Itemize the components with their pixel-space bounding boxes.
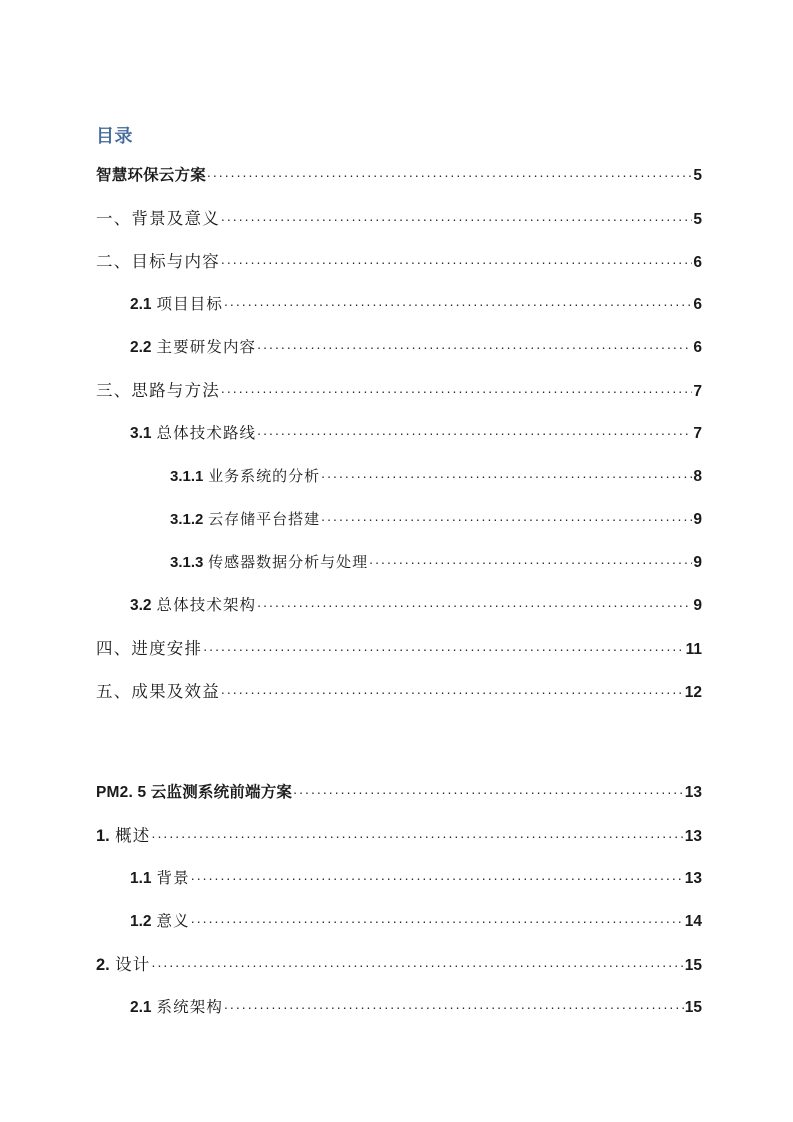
toc-dot-leader xyxy=(293,783,684,797)
toc-entry-number: 3.2 xyxy=(130,597,152,614)
toc-entry-label xyxy=(96,826,151,846)
toc-entry-number: 2.1 xyxy=(130,999,152,1016)
toc-page-number: 15 xyxy=(684,999,702,1016)
toc-entry-label xyxy=(130,998,223,1018)
toc-page-number: 13 xyxy=(684,870,702,887)
toc-page-number: 6 xyxy=(693,296,702,313)
toc-section-gap xyxy=(96,725,702,783)
toc-entry-label xyxy=(130,295,223,315)
toc-entry-number: 2.2 xyxy=(130,339,152,356)
toc-page-number: 12 xyxy=(684,684,702,701)
toc-dot-leader xyxy=(221,683,684,697)
toc-entry-title: 总体技术架构 xyxy=(156,597,257,614)
toc-entry-label: 二、目标与内容 xyxy=(96,252,220,271)
toc-entry[interactable] xyxy=(96,783,702,826)
toc-entry-label xyxy=(170,467,320,487)
toc-page-number: 9 xyxy=(693,554,702,571)
toc-entry-number: 3.1.3 xyxy=(170,554,204,571)
toc-dot-leader xyxy=(152,827,684,841)
toc-entry-label: 三、思路与方法 xyxy=(96,381,220,400)
toc-dot-leader xyxy=(191,912,684,926)
toc-dot-leader xyxy=(203,640,684,654)
toc-entry[interactable] xyxy=(96,295,702,338)
toc-entry[interactable] xyxy=(96,510,702,553)
toc-dot-leader xyxy=(221,253,692,267)
toc-entry-label xyxy=(130,424,256,444)
toc-page-number: 13 xyxy=(684,828,702,845)
toc-entry[interactable] xyxy=(96,252,702,295)
toc-entry-label xyxy=(130,912,190,932)
toc-entry[interactable] xyxy=(96,596,702,639)
toc-entry-number: 3.1 xyxy=(130,425,152,442)
toc-entry-label xyxy=(130,596,256,616)
toc-entry[interactable] xyxy=(96,912,702,955)
toc-entry-title: 传感器数据分析与处理 xyxy=(208,555,369,571)
toc-entry-label: 一、背景及意义 xyxy=(96,209,220,228)
toc-page-number: 7 xyxy=(693,383,702,400)
toc-page-number: 6 xyxy=(693,254,702,271)
toc-dot-leader xyxy=(257,596,692,610)
toc-entry-label xyxy=(170,510,320,530)
toc-page-number: 14 xyxy=(684,913,702,930)
toc-page-number: 5 xyxy=(693,211,702,228)
toc-heading: 目录 xyxy=(96,126,133,146)
toc-entry-title: 背景 xyxy=(156,870,190,887)
toc-dot-leader xyxy=(152,956,684,970)
toc-entry-title: 项目目标 xyxy=(156,296,223,313)
toc-entry-label xyxy=(130,869,190,889)
toc-entry-label xyxy=(130,338,256,358)
toc-entry[interactable] xyxy=(96,209,702,252)
toc-page-number: 7 xyxy=(693,425,702,442)
toc-page-number: 6 xyxy=(693,339,702,356)
toc-entry-list xyxy=(96,166,702,1041)
toc-entry-label: 智慧环保云方案 xyxy=(96,167,206,184)
toc-dot-leader xyxy=(257,338,692,352)
toc-entry-title: 业务系统的分析 xyxy=(208,469,321,485)
toc-entry[interactable] xyxy=(96,955,702,998)
toc-entry[interactable] xyxy=(96,424,702,467)
toc-entry-number: 2.1 xyxy=(130,296,152,313)
toc-entry-number: 3.1.1 xyxy=(170,468,204,485)
toc-entry-title: 意义 xyxy=(156,913,190,930)
toc-entry[interactable] xyxy=(96,639,702,682)
toc-dot-leader xyxy=(224,998,684,1012)
toc-entry-title: 总体技术路线 xyxy=(156,425,257,442)
toc-page-number: 8 xyxy=(693,468,702,485)
toc-page-number: 13 xyxy=(684,784,702,801)
toc-entry-number: 1. xyxy=(96,827,110,845)
toc-entry-number: 2. xyxy=(96,956,110,974)
toc-entry[interactable] xyxy=(96,553,702,596)
toc-page-number: 9 xyxy=(693,511,702,528)
toc-dot-leader xyxy=(191,869,684,883)
toc-entry-label: PM2. 5 云监测系统前端方案 xyxy=(96,784,293,801)
toc-entry-title: 设计 xyxy=(115,955,151,974)
toc-entry-label xyxy=(96,955,151,975)
toc-entry[interactable] xyxy=(96,998,702,1041)
toc-entry-number: 1.2 xyxy=(130,913,152,930)
toc-entry[interactable] xyxy=(96,467,702,510)
toc-dot-leader xyxy=(257,424,692,438)
toc-entry[interactable] xyxy=(96,381,702,424)
toc-entry[interactable] xyxy=(96,682,702,725)
toc-dot-leader xyxy=(369,553,692,567)
toc-entry[interactable] xyxy=(96,869,702,912)
toc-entry-label xyxy=(170,553,368,573)
toc-dot-leader xyxy=(321,510,692,524)
toc-dot-leader xyxy=(321,467,692,481)
toc-dot-leader xyxy=(221,382,692,396)
toc-page-number: 9 xyxy=(693,597,702,614)
table-of-contents xyxy=(96,124,702,1041)
toc-entry-number: 1.1 xyxy=(130,870,152,887)
toc-entry[interactable] xyxy=(96,826,702,869)
toc-entry-label: 四、进度安排 xyxy=(96,639,203,658)
toc-entry-number: 3.1.2 xyxy=(170,511,204,528)
toc-dot-leader xyxy=(221,210,692,224)
toc-page-number: 5 xyxy=(693,167,702,184)
toc-entry-title: 云存储平台搭建 xyxy=(208,512,321,528)
toc-entry-title: 主要研发内容 xyxy=(156,339,257,356)
toc-entry[interactable] xyxy=(96,166,702,209)
toc-page-number: 11 xyxy=(685,641,702,658)
toc-entry-label: 五、成果及效益 xyxy=(96,682,220,701)
toc-entry[interactable] xyxy=(96,338,702,381)
toc-dot-leader xyxy=(224,295,692,309)
toc-entry-title: 系统架构 xyxy=(156,999,223,1016)
toc-entry-title: 概述 xyxy=(115,826,151,845)
toc-page-number: 15 xyxy=(684,957,702,974)
toc-dot-leader xyxy=(207,166,692,180)
